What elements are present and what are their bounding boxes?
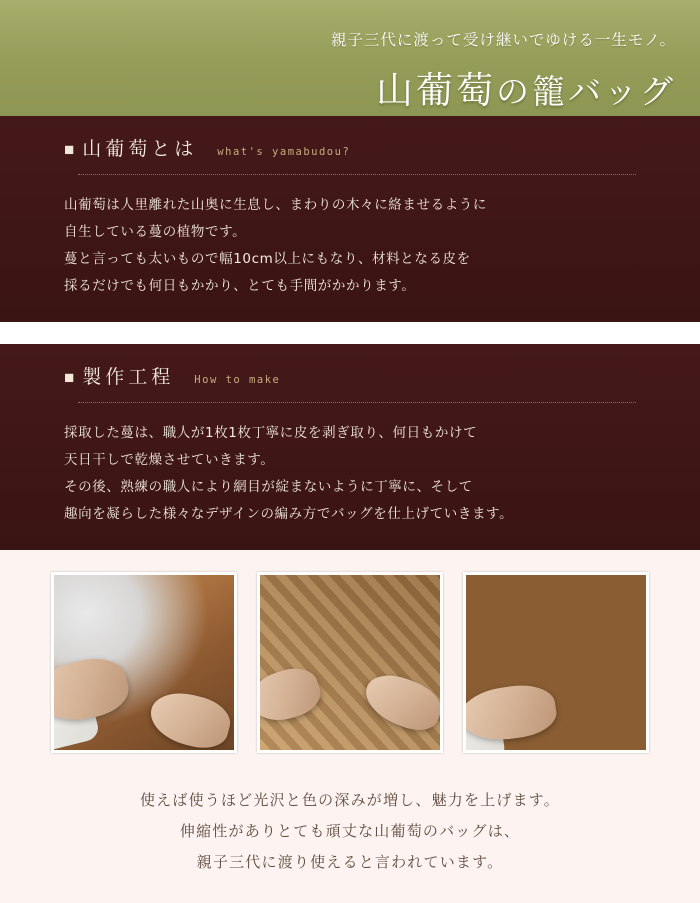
footer-line-2: 伸縮性がありとても頑丈な山葡萄のバッグは、 (179, 821, 521, 840)
section-1-line-1: 山葡萄は人里離れた山奥に生息し、まわりの木々に絡ませるように (64, 197, 487, 213)
section-1-line-4: 採るだけでも何日もかかり、とても手間がかかります。 (64, 278, 416, 294)
page-title (331, 60, 676, 114)
section-how-to-make (0, 344, 700, 550)
section-2-heading (34, 362, 666, 389)
section-2-line-4: 趣向を凝らした様々なデザインの編み方でバッグを仕上げていきます。 (64, 506, 514, 522)
section-1-line-2: 自生している蔓の植物です。 (64, 224, 247, 240)
header-text-block (331, 0, 676, 114)
section-1-english-label: what's yamabudou? (217, 146, 351, 158)
process-photo-row (0, 550, 700, 771)
footer-line-3: 親子三代に渡り使えると言われています。 (196, 852, 504, 871)
square-bullet-icon: ■ (64, 140, 75, 159)
section-2-line-2: 天日干しで乾燥させていきます。 (64, 452, 275, 468)
hand-shape (51, 652, 133, 728)
section-what-is-yamabudou (0, 116, 700, 322)
process-photo-1 (51, 572, 237, 753)
hand-shape (145, 686, 235, 753)
section-1-title: 山葡萄とは (82, 138, 198, 160)
section-2-english-label: How to make (194, 374, 281, 386)
hand-shape (257, 661, 326, 728)
square-bullet-icon: ■ (64, 368, 75, 387)
process-photo-3 (463, 572, 649, 753)
hand-shape (358, 666, 443, 738)
section-2-line-1: 採取した蔓は、職人が1枚1枚丁寧に皮を剥ぎ取り、何日もかけて (64, 425, 478, 441)
section-gap-strip (0, 322, 700, 344)
section-1-heading (34, 134, 666, 161)
section-2-title: 製作工程 (82, 366, 175, 388)
header-subtitle: 親子三代に渡って受け継いでゆける一生モノ。 (330, 31, 676, 49)
page-title-main: 山葡萄 (376, 69, 496, 112)
section-1-body (64, 192, 666, 300)
section-2-body (64, 420, 666, 528)
footer-line-1: 使えば使うほど光沢と色の深みが増し、魅力を上げます。 (139, 791, 560, 809)
hand-shape (463, 681, 559, 746)
section-2-line-3: その後、熟練の職人により網目が綻まないように丁寧に、そして (64, 479, 473, 495)
page-title-tail: の籠バッグ (496, 72, 676, 111)
process-photo-2 (257, 572, 443, 753)
page-header (0, 0, 700, 116)
section-2-divider (78, 401, 636, 403)
footer-message (0, 771, 700, 903)
section-1-divider (78, 173, 636, 175)
section-1-line-3: 蔓と言っても太いもので幅10cm以上にもなり、材料となる皮を (64, 251, 471, 267)
